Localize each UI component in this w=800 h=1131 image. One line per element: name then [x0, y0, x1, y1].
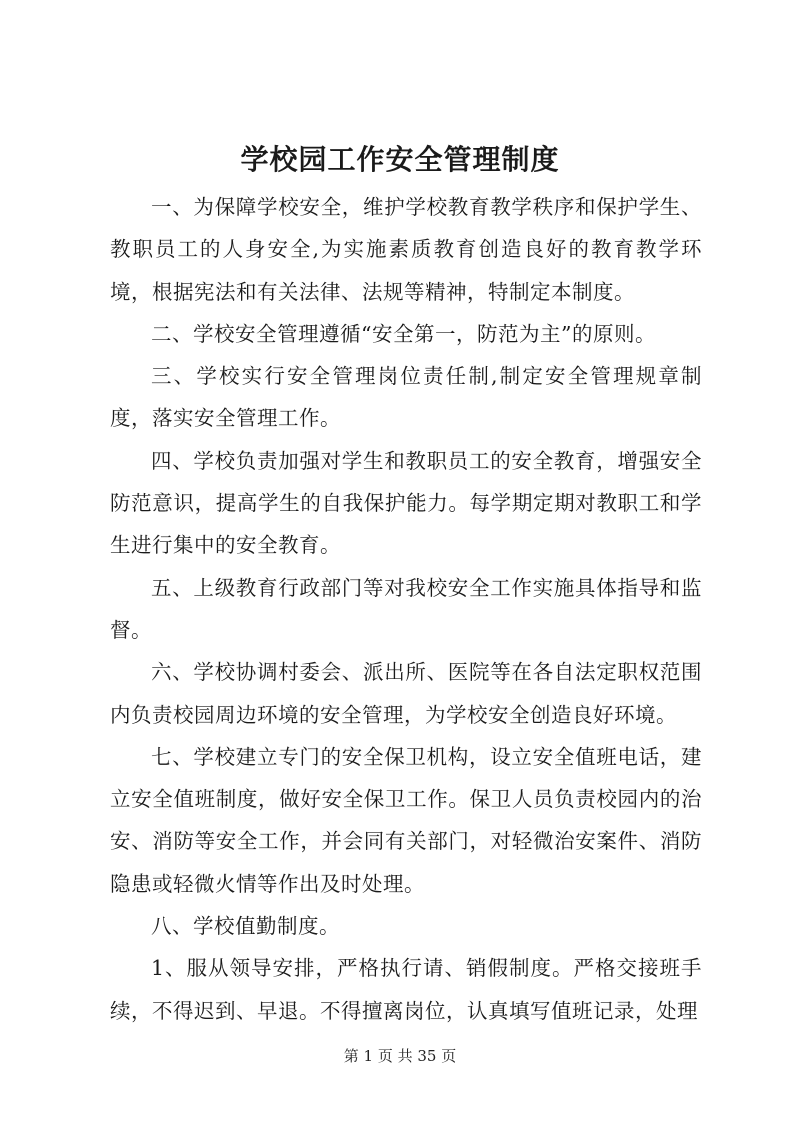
- paragraph-9: 1、服从领导安排，严格执行请、销假制度。严格交接班手续，不得迟到、早退。不得擅离岗位，认真填写值班记录，处理: [110, 956, 702, 1023]
- document-title: 学校园工作安全管理制度: [240, 143, 560, 176]
- paragraph-7: 七、学校建立专门的安全保卫机构，设立安全值班电话，建立安全值班制度，做好安全保卫工作。保卫人员负责校园内的治安、消防等安全工作，并会同有关部门，对轻微治安案件、消防隐患或轻微火情等作出及时处理。: [110, 744, 702, 896]
- paragraph-6: 六、学校协调村委会、派出所、医院等在各自法定职权范围内负责校园周边环境的安全管理，为学校安全创造良好环境。: [110, 660, 702, 727]
- paragraph-8: 八、学校值勤制度。: [151, 914, 340, 939]
- paragraph-3: 三、学校实行安全管理岗位责任制,制定安全管理规章制度，落实安全管理工作。: [110, 364, 702, 431]
- paragraph-2: 二、学校安全管理遵循“安全第一，防范为主”的原则。: [151, 321, 656, 346]
- document-body: [110, 186, 702, 1032]
- paragraph-5: 五、上级教育行政部门等对我校安全工作实施具体指导和监督。: [110, 575, 702, 642]
- paragraph-4: 四、学校负责加强对学生和教职员工的安全教育，增强安全防范意识，提高学生的自我保护能力。每学期定期对教职工和学生进行集中的安全教育。: [110, 448, 702, 558]
- paragraph-1: 一、为保障学校安全，维护学校教育教学秩序和保护学生、教职员工的人身安全,为实施素质教育创造良好的教育教学环境，根据宪法和有关法律、法规等精神，特制定本制度。: [110, 195, 702, 304]
- page-footer: 第 1 页 共 35 页: [343, 1047, 457, 1065]
